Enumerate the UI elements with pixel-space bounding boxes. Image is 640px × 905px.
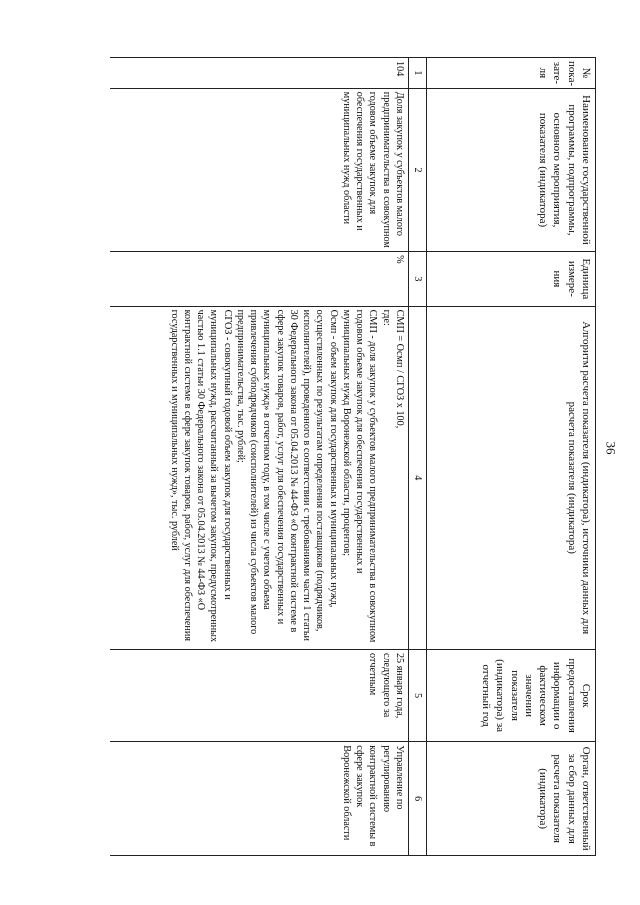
header-responsible: Орган, ответственный за сбор данных для расчета показателя (индикатора) bbox=[427, 742, 596, 856]
column-number: 1 bbox=[409, 58, 427, 89]
column-number: 4 bbox=[409, 306, 427, 649]
header-row bbox=[427, 58, 596, 856]
header-unit: Единица измере-ния bbox=[427, 252, 596, 306]
indicator-algorithm: СМП = Осмп / СГОЗ x 100, где: СМП - доля закупок у субъектов малого предпринимательства в совокупном годовом объеме закупок для обеспечения государственных и муниципальных нужд Воронежской области, процентов; Осмп - объем закупок для государственных и муниципальных нужд, осуществленных по результатам определения поставщиков (подрядчиков, исполнителей), проведенного в соответствии с требованиями части 1 статьи 30 Федерального закона от 05.04.2013 № 44-ФЗ «О контрактной системе в сфере закупок товаров, работ, услуг для обеспечения государственных и муниципальных нужд» в отчетном году, в том числе с учетом объема привлечения субподрядчиков (соисполнителей) из числа субъектов малого предпринимательства, тыс. рублей; СГОЗ - совокупный годовой объем закупок для государственных и муниципальных нужд, рассчитанный за вычетом закупок, предусмотренных частью 1.1 статьи 30 Федерального закона от 05.04.2013 № 44-ФЗ «О контрактной системе в сфере закупок товаров, работ, услуг для обеспечения государственных и муниципальных нужд», тыс. рублей bbox=[110, 306, 409, 649]
indicator-name: Доля закупок у субъектов малого предпринимательства в совокупном годовом объеме закупок для обеспечения государственных и муниципальных нужд области bbox=[110, 88, 409, 251]
header-algorithm: Алгоритм расчета показателя (индикатора), источники данных для расчета показателя (индикатора) bbox=[427, 306, 596, 649]
indicator-number: 104 bbox=[110, 58, 409, 89]
table-row bbox=[110, 58, 409, 856]
indicator-unit: % bbox=[110, 252, 409, 306]
column-number: 6 bbox=[409, 742, 427, 856]
column-number-row bbox=[409, 58, 427, 856]
page-number: 36 bbox=[603, 441, 619, 455]
column-number: 3 bbox=[409, 252, 427, 306]
header-name: Наименование государственной программы, подпрограммы, основного мероприятия, показателя (индикатора) bbox=[427, 88, 596, 251]
column-number: 5 bbox=[409, 649, 427, 741]
indicators-table bbox=[110, 57, 596, 856]
header-indicator-number: № пока-зате-ля bbox=[427, 58, 596, 89]
column-number: 2 bbox=[409, 88, 427, 251]
rotated-page-content bbox=[110, 57, 596, 856]
header-deadline: Срок предоставления информации о фактическом значении показателя (индикатора) за отчетный год bbox=[427, 649, 596, 741]
indicator-responsible: Управление по регулированию контрактной системы в сфере закупок Воронежской области bbox=[110, 742, 409, 856]
indicator-deadline: 25 января года, следующего за отчетным bbox=[110, 649, 409, 741]
table-wrapper bbox=[110, 57, 596, 856]
